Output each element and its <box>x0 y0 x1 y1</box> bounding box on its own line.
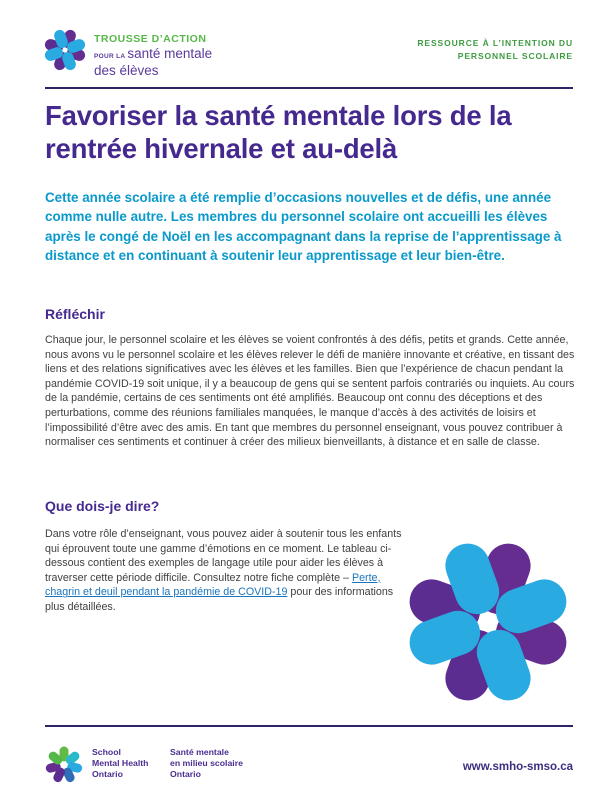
section-body-que-dois-je-dire <box>45 527 409 615</box>
brand-line1: TROUSSE D’ACTION <box>94 33 207 45</box>
covid-grief-resource-link[interactable]: Perte, chagrin et deuil pendant la pandémie de COVID-19 <box>45 571 381 599</box>
header-divider <box>45 87 573 89</box>
website-url: www.smho-smso.ca <box>462 761 573 773</box>
section-body-reflechir: Chaque jour, le personnel scolaire et les élèves se voient confrontés à des défis, petits et grands. Cette année, nous avons vu le personnel scolaire et les élèves relever le défi de manière innovante et créative, en tissant des liens et des relations significatives avec les élèves et les familles. Bien que l’expérience de chacun pendant la pandémie COVID-19 soit unique, il y a beaucoup de gens qui se sentent parfois contrariés ou inquiets. Au cours de la pandémie, certains de ces sentiments ont été amplifiés. Beaucoup ont connu des déceptions et des perturbations, comme des réunions familiales manquées, le manque d’accès à des activités de loisirs et l’impossibilité d’être avec des amis. En tant que membres du personnel enseignant, vous pouvez contribuer à normaliser ces sentiments et continuer à créer des milieux bienveillants, à distance et en salle de classe. <box>45 334 575 449</box>
resource-label-line2: PERSONNEL SCOLAIRE <box>457 51 573 61</box>
body-text-after-link: pour des informations plus détaillées. <box>45 586 394 613</box>
resource-audience-label <box>417 37 573 63</box>
footer-org-name-en <box>92 747 148 780</box>
footer-en-line2: Mental Health <box>92 758 149 768</box>
footer-en-line3: Ontario <box>92 769 123 779</box>
resource-label-line1: RESSOURCE À L’INTENTION DU <box>417 38 573 48</box>
smho-gradient-star-icon <box>44 742 84 786</box>
section-heading-que-dois-je-dire: Que dois-je dire? <box>45 498 160 514</box>
footer-en-line1: School <box>92 747 121 757</box>
brand-main: santé mentale <box>127 46 213 61</box>
section-heading-reflechir: Réfléchir <box>45 306 105 322</box>
brand-line3: des élèves <box>94 63 159 78</box>
smho-pinwheel-icon <box>44 28 86 72</box>
brand-prefix: POUR LA <box>94 53 126 60</box>
smho-pinwheel-icon <box>406 538 570 706</box>
footer-fr-line1: Santé mentale <box>170 747 229 757</box>
footer-divider <box>45 725 573 727</box>
footer-fr-line3: Ontario <box>170 769 201 779</box>
brand-line2 <box>94 47 212 64</box>
page-title: Favoriser la santé mentale lors de la rentrée hivernale et au-delà <box>45 100 512 164</box>
intro-paragraph: Cette année scolaire a été remplie d’occasions nouvelles et de défis, une année comme nulle autre. Les membres du personnel scolaire ont accueilli les élèves après le congé de Noël en les accompagnant dans la reprise de l’apprentissage à distance et en continuant à soutenir leur apprentissage et leur bien-être. <box>45 190 562 264</box>
footer-org-name-fr <box>170 747 243 780</box>
footer-fr-line2: en milieu scolaire <box>170 758 243 768</box>
brand-wordmark <box>94 33 212 77</box>
body-text-before-link: Dans votre rôle d’enseignant, vous pouvez aider à soutenir tous les enfants qui éprouvent toute une gamme d’émotions en ce moment. Le tableau ci-dessous contient des exemples de langage utile pour aider les élèves à traverser cette période difficile. Consultez notre fiche complète – <box>45 528 402 584</box>
